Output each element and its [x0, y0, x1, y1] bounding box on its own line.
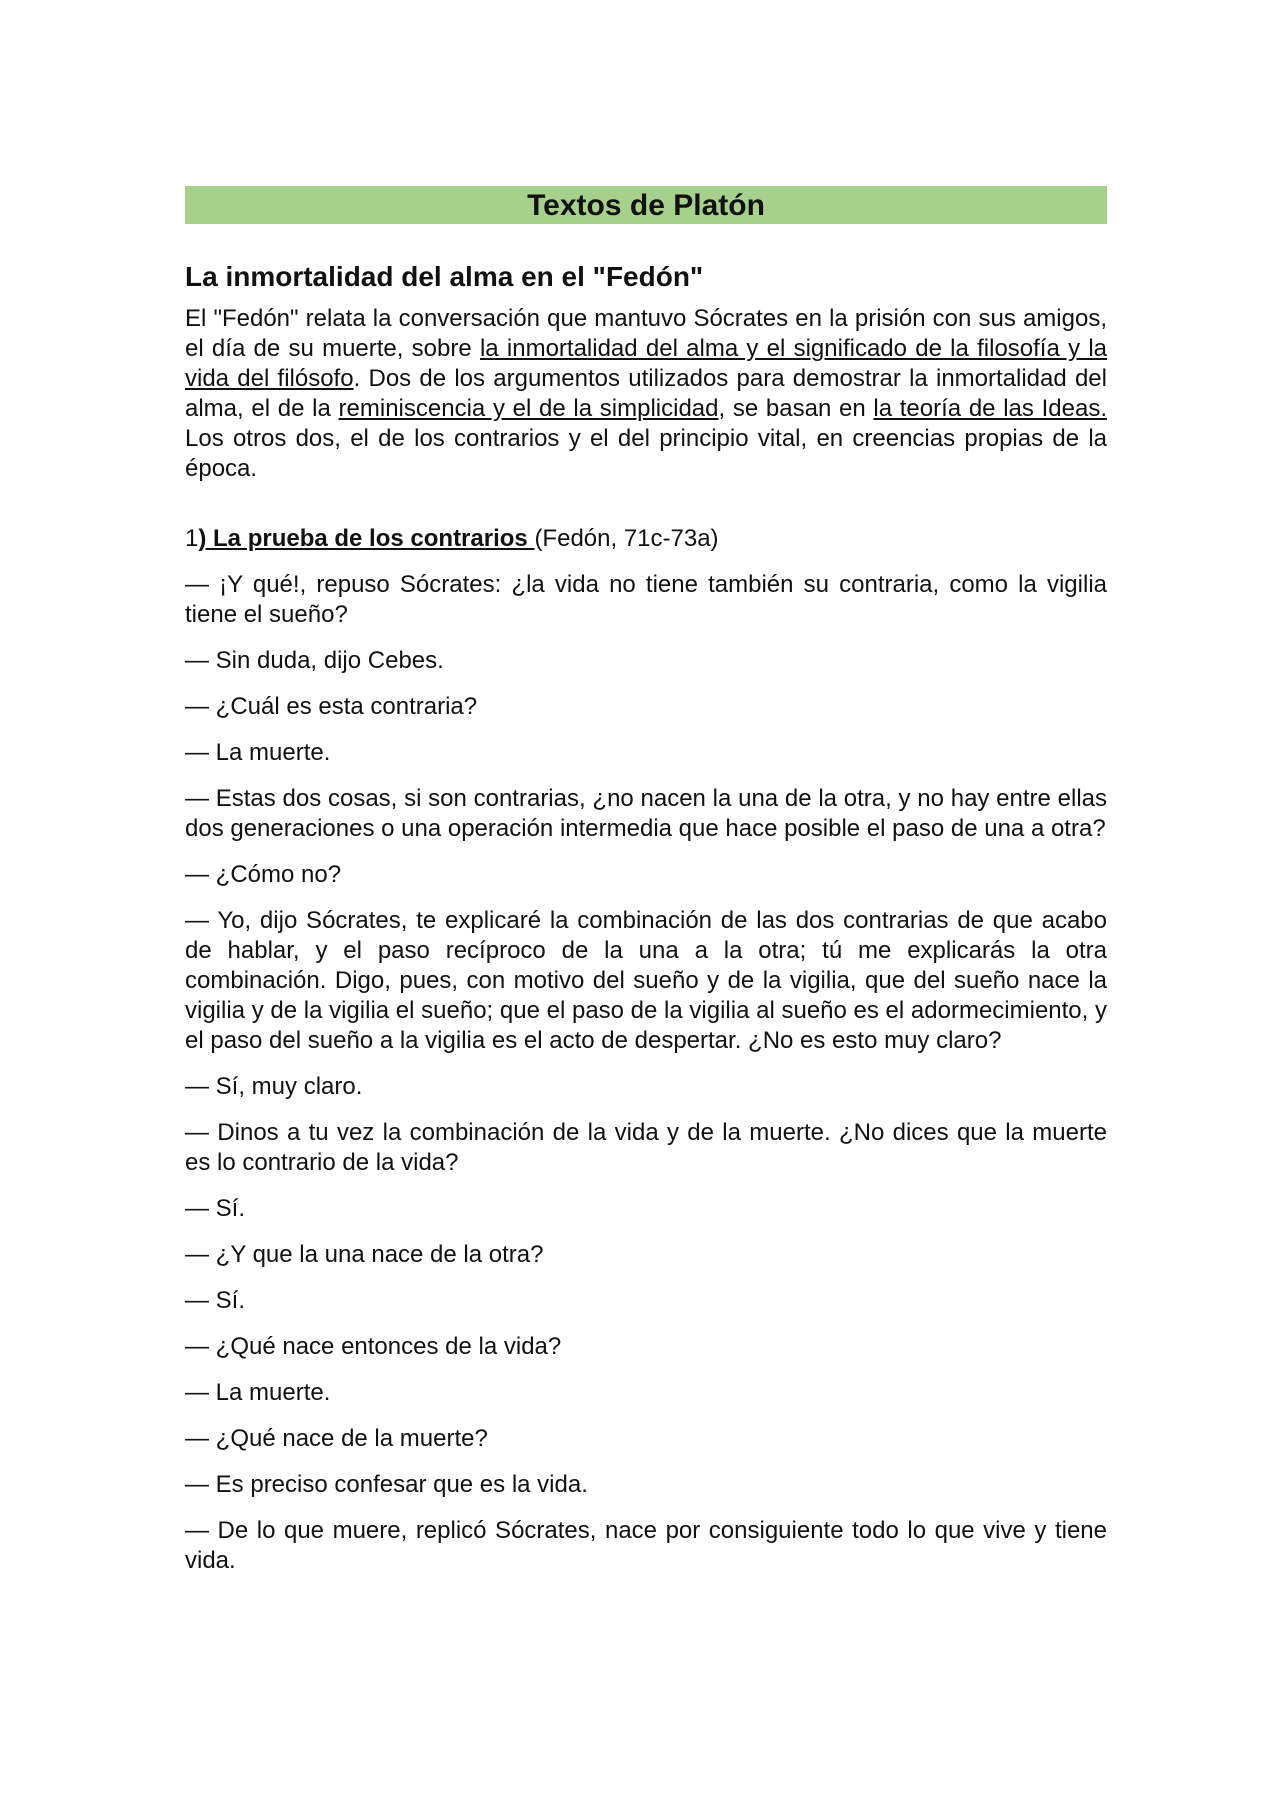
- dialogue-line: — Dinos a tu vez la combinación de la vida y de la muerte. ¿No dices que la muerte es lo contrario de la vida?: [185, 1119, 1107, 1176]
- section-heading: La inmortalidad del alma en el "Fedón": [185, 261, 704, 292]
- intro-underline-2: reminiscencia y el de la simplicidad: [338, 395, 719, 422]
- dialogue-line: — Sí.: [185, 1287, 246, 1314]
- document-page: [185, 186, 1107, 1592]
- dialogue-line: — ¿Cuál es esta contraria?: [185, 693, 478, 720]
- subsection-reference: (Fedón, 71c-73a): [534, 525, 719, 552]
- dialogue-line: — De lo que muere, replicó Sócrates, nace por consiguiente todo lo que vive y tiene vida.: [185, 1517, 1107, 1574]
- dialogue-line: — La muerte.: [185, 739, 331, 766]
- dialogue-line: — ¿Qué nace de la muerte?: [185, 1425, 488, 1452]
- subsection-title: ) La prueba de los contrarios: [198, 525, 535, 552]
- intro-underline-3: la teoría de las Ideas.: [873, 395, 1107, 422]
- intro-text-3: , se basan en: [718, 395, 874, 422]
- dialogue-line: — Sí, muy claro.: [185, 1073, 363, 1100]
- dialogue-line: — Estas dos cosas, si son contrarias, ¿no nacen la una de la otra, y no hay entre ellas dos generaciones o una operación intermedia que hace posible el paso de una a otra?: [185, 785, 1107, 842]
- dialogue-line: — Sí.: [185, 1195, 246, 1222]
- dialogue-line: — Es preciso confesar que es la vida.: [185, 1471, 588, 1498]
- subsection-number: 1: [185, 525, 199, 552]
- dialogue-line: — La muerte.: [185, 1379, 331, 1406]
- dialogue-line: — ¿Cómo no?: [185, 861, 342, 888]
- intro-underline-1: la inmortalidad del alma y el significado de la filosofía y la vida del filósofo: [185, 335, 1107, 392]
- dialogue-line: — ¡Y qué!, repuso Sócrates: ¿la vida no tiene también su contraria, como la vigilia tiene el sueño?: [185, 571, 1107, 628]
- subsection-heading: [185, 524, 1107, 554]
- dialogue-line: — ¿Y que la una nace de la otra?: [185, 1241, 544, 1268]
- dialogue: [185, 570, 1107, 1576]
- intro-paragraph: [185, 304, 1107, 484]
- dialogue-line: — ¿Qué nace entonces de la vida?: [185, 1333, 562, 1360]
- intro-text-1: El "Fedón" relata la conversación que mantuvo Sócrates en la prisión con sus amigos, el día de su muerte, sobre: [185, 305, 1107, 362]
- document-title: Textos de Platón: [185, 186, 1107, 224]
- intro-text-4: Los otros dos, el de los contrarios y el del principio vital, en creencias propias de la época.: [185, 425, 1107, 482]
- intro-text-2: . Dos de los argumentos utilizados para demostrar la inmortalidad del alma, el de la: [185, 365, 1107, 422]
- dialogue-line: — Yo, dijo Sócrates, te explicaré la combinación de las dos contrarias de que acabo de hablar, y el paso recíproco de la una a la otra; tú me explicarás la otra combinación. Digo, pues, con motivo del sueño y de la vigilia, que del sueño nace la vigilia y de la vigilia el sueño; que el paso de la vigilia al sueño es el adormecimiento, y el paso del sueño a la vigilia es el acto de despertar. ¿No es esto muy claro?: [185, 907, 1107, 1054]
- dialogue-line: — Sin duda, dijo Cebes.: [185, 647, 444, 674]
